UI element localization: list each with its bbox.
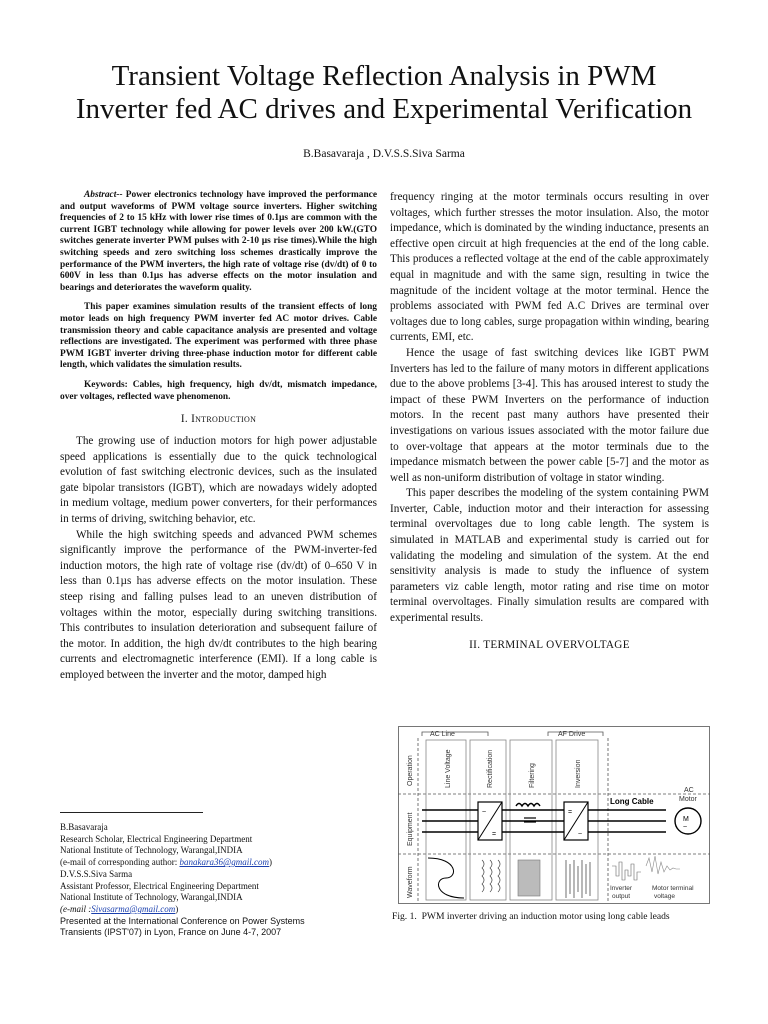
footnote-author-a: B.Basavaraja xyxy=(60,822,108,832)
caption-label: Fig. 1. xyxy=(392,911,417,922)
title-line-1: Transient Voltage Reflection Analysis in PWM xyxy=(111,60,657,92)
abstract-text: -- Power electronics technology have improved the performance and output waveforms of PWM voltage source inverters. Higher switching frequencies of 2 to 15 kHz with lower rise times of 0.1µs are common with the current IGBT technology while allowing for power levels over 200 kW.(GTO switches generate inverter PWM pulses with 2-10 µs rise times).While the high switching speeds and zero switching loss schemes drastically improve the performance of the PWM inverters, the high rate of voltage rise (dv/dt) of 0 to 600V in less than 0.1µs has adverse effects on the motor insulation and bearings and deteriorates the waveform quality. xyxy=(60,190,377,293)
keywords-text: Cables, high frequency, high dv/dt, mismatch impedance, over voltages, reflected wave phenomenon. xyxy=(60,379,377,402)
ac-motor xyxy=(675,808,701,834)
right-paragraph-3: This paper describes the modeling of the system containing PWM Inverter, Cable, induction motor and their interaction for assessing terminal overvoltages due to long cable length. The system is simulated in MATLAB and experimental study is carried out for validating the modeling and simulation of the system. At the end sensitivity analysis is made to study the influence of system parameters viz cable length, motor rating and rise time on motor terminal overvoltages. Finally simulation results are compared with experimental results. xyxy=(390,487,709,625)
authors: B.Basavaraja , D.V.S.S.Siva Sarma xyxy=(303,148,465,160)
row-label-operation: Operation xyxy=(407,755,414,786)
pwm-waveform xyxy=(566,860,590,898)
rectifier-block xyxy=(478,802,502,840)
long-cable-label: Long Cable xyxy=(610,797,654,806)
footnote-author-a-role: Research Scholar, Electrical Engineering Department xyxy=(60,833,253,844)
dc-waveform xyxy=(518,860,540,896)
footnote-rule xyxy=(60,812,203,813)
conference-note-2: Transients (IPST'07) in Lyon, France on June 4-7, 2007 xyxy=(60,927,282,938)
right-paragraph-1: frequency ringing at the motor terminals occurs resulting in over voltages, which further stresses the motor insulation. Also, the motor impedance, which is dominated by the winding inductance, presents an effective open circuit at high frequencies at the end of the long cable. This produces a reflected voltage at the end of the cable approximately equal in magnitude and with the same sign, resulting in twice the magnitude of the incident voltage at the motor terminal. Hence the problems associated with PWM fed A.C Drives are terminal over voltages due to long cables, surge propagation within winding, bearing currents, EMI, etc. xyxy=(390,191,709,344)
ac-motor-label: Motor xyxy=(679,796,697,803)
inverter-output-waveform xyxy=(612,862,641,880)
svg-text:~: ~ xyxy=(578,831,583,838)
email-link-a[interactable]: banakara36@gmail.com xyxy=(179,857,269,868)
section-heading-terminal-overvoltage: II. TERMINAL OVERVOLTAGE xyxy=(469,638,630,651)
col-label-rectification: Rectification xyxy=(487,749,494,788)
keywords-label: Keywords: xyxy=(84,379,128,390)
footnote-author-b-email-line: (e-mail :Sivasarma@gmail.com) xyxy=(60,903,179,914)
inverter-output-label: Inverter xyxy=(610,885,633,892)
af-drive-label: AF Drive xyxy=(558,731,586,738)
motor-terminal-voltage-label: Motor terminal xyxy=(652,885,694,892)
svg-text:=: = xyxy=(568,809,573,816)
abstract-paragraph-2: This paper examines simulation results of the transient effects of long motor leads on high frequency PWM inverter fed AC motor drives. Cable transmission theory and cable capacitance analysis are presented and voltage reflections are investigated. The experiment was performed with three phase PWM IGBT inverter driving three-phase induction motor for different cable length, which validates the simulation results. xyxy=(60,302,377,371)
figure-1-caption xyxy=(392,911,670,922)
caption-text: PWM inverter driving an induction motor using long cable leads xyxy=(421,911,670,922)
email-link-b[interactable]: Sivasarma@gmail.com xyxy=(91,903,176,914)
footnote xyxy=(60,822,378,939)
right-column xyxy=(390,190,709,660)
title-line-2: Inverter fed AC drives and Experimental Verification xyxy=(75,93,693,125)
row-label-equipment: Equipment xyxy=(407,812,414,846)
footnote-author-b: D.V.S.S.Siva Sarma xyxy=(60,868,133,879)
section-heading-introduction: I. Introduction xyxy=(180,413,257,426)
footnote-author-a-email-line: (e-mail of corresponding author: banakara36@gmail.com) xyxy=(60,857,272,868)
inverter-output-label: output xyxy=(612,893,631,900)
keywords xyxy=(60,380,377,403)
paper-title xyxy=(40,60,728,126)
conference-note-1: Presented at the International Conference on Power Systems xyxy=(60,915,305,926)
col-label-filtering: Filtering xyxy=(529,763,536,788)
abstract-paragraph xyxy=(60,190,377,294)
col-label-inversion: Inversion xyxy=(575,759,582,788)
right-paragraph-2: Hence the usage of fast switching devices like IGBT PWM Inverters has led to the failure of many motors in different applications due to the above problems [3-4]. This has aroused interest to study the impact of these PWM Inverters on the performance of induction motors. In the recent past many authors have presented their investigations on various issues associated with the motor failure due to over-voltage that appears at the motor terminals due to the impedance mismatch between the power cable [5-7] and the motor as well as non-uniform distribution of voltage in stator winding. xyxy=(390,346,709,484)
left-column xyxy=(60,190,377,684)
svg-text:M: M xyxy=(683,816,689,823)
sine-waveform xyxy=(428,858,464,898)
intro-paragraph-1: The growing use of induction motors for high power adjustable speed applications is essentially due to the quick technological evolution of fast switching electronic devices, such as the insulated gate bipolar transistors (IGBT), which are nowadays widely adopted in medium voltage, medium power converters, for their performances in terms of driving, switching behavior, etc. xyxy=(60,435,377,526)
svg-text:~: ~ xyxy=(683,824,688,831)
svg-text:=: = xyxy=(492,831,497,838)
rectified-waveform xyxy=(482,860,500,892)
footnote-author-b-institute: National Institute of Technology, Warangal,INDIA xyxy=(60,892,243,903)
intro-paragraph-2: While the high switching speeds and advanced PWM schemes significantly improve the performance of the PWM-inverter-fed induction motors, the high rate of voltage rise (dv/dt) of 0–650 V in less than 0.1µs has adverse effects on the motor insulation. These steep rising and falling pulses lead to an uneven distribution of voltages within the motor, especially during switching transitions. This contributes to insulation deterioration and subsequent failure of the motor. In addition, the high dv/dt contributes to the high bearing currents and electromagnetic interference (EMI). If a long cable is employed between the inverter and the motor, damped high xyxy=(60,528,377,681)
inverter-block xyxy=(564,802,588,840)
col-label-line-voltage: Line Voltage xyxy=(445,749,452,788)
ac-line-label: AC Line xyxy=(430,731,455,738)
row-label-waveform: Waveform xyxy=(407,866,414,898)
figure-1-diagram xyxy=(398,726,710,904)
svg-text:~: ~ xyxy=(482,809,487,816)
abstract-label: Abstract xyxy=(84,190,117,200)
footnote-author-b-role: Assistant Professor, Electrical Engineering Department xyxy=(60,880,259,891)
filter-capacitor xyxy=(516,804,540,823)
ac-motor-label: AC xyxy=(684,787,694,794)
footnote-author-a-institute: National Institute of Technology, Warangal,INDIA xyxy=(60,845,243,856)
motor-terminal-waveform xyxy=(646,856,680,874)
motor-terminal-voltage-label: voltage xyxy=(654,893,675,900)
